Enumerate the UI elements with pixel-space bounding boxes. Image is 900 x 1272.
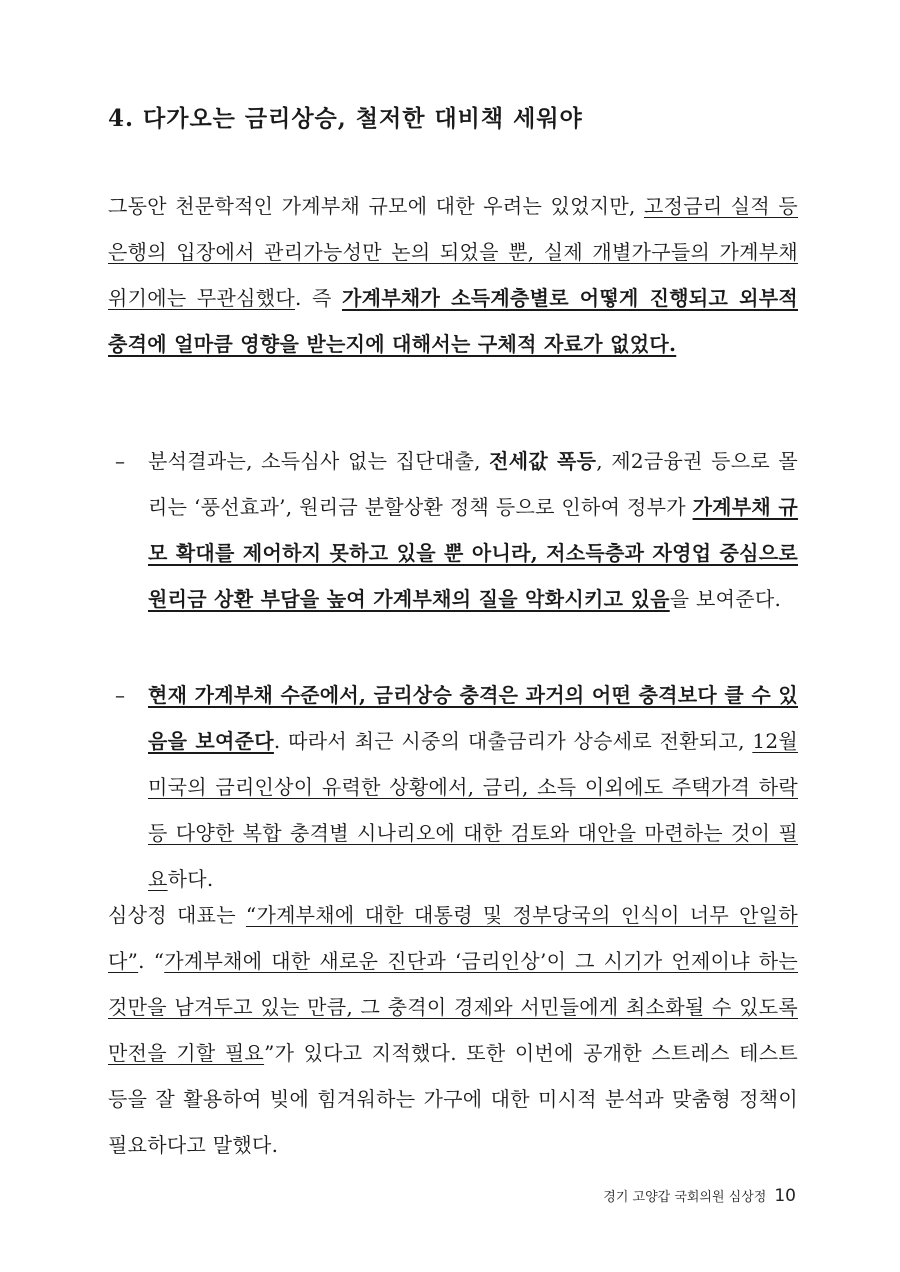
bullet-text: , 제2금융권 등으로 몰리는 ‘풍선효과’, 원리금 분할상환 정책 등으로 인하여 정부가 xyxy=(148,449,798,519)
page-number: 10 xyxy=(774,1186,796,1206)
statement-quote: “가계부채에 대한 대통령 및 정부당국의 인식이 너무 안일하다” xyxy=(108,903,798,973)
bullet-rate-shock xyxy=(115,672,798,902)
intro-paragraph xyxy=(108,183,798,367)
statement-quote: 가계부채에 대한 새로운 진단과 ‘금리인상’이 그 시기가 언제이냐 하는 것만을 남겨두고 있는 만큼, 그 충격이 경제와 서민들에게 최소화될 수 있도록 만전을 기할 필요 xyxy=(108,949,799,1065)
page-footer xyxy=(560,1186,796,1206)
intro-underlined-text: 고정금리 실적 등 은행의 입장에서 관리가능성만 논의 되었을 뿐, 실제 개별가구들의 가계부채 위기에는 무관심했다 xyxy=(108,194,799,310)
statement-text: 심상정 대표는 xyxy=(108,903,246,927)
bullet-bold-text: 전세값 폭등 xyxy=(489,449,597,473)
bullet-text: 하다. xyxy=(167,867,214,891)
statement-text: ”가 있다고 지적했다. 또한 이번에 공개한 스트레스 테스트 등을 잘 활용하여 빚에 힘겨워하는 가구에 대한 미시적 분석과 맞춤형 정책이 필요하다고 말했다. xyxy=(108,1041,799,1157)
bullet-underlined-text: 12월 미국의 금리인상이 유력한 상황에서, 금리, 소득 이외에도 주택가격 하락 등 다양한 복합 충격별 시나리오에 대한 검토와 대안을 마련하는 것이 필요 xyxy=(148,729,799,891)
footer-label: 경기 고양갑 국회의원 심상정 xyxy=(603,1190,767,1205)
intro-text: 그동안 천문학적인 가계부채 규모에 대한 우려는 있었지만, xyxy=(108,194,644,218)
statement-paragraph xyxy=(108,892,798,1168)
intro-emphasis: 가계부채가 소득계층별로 어떻게 진행되고 외부적 충격에 얼마큼 영향을 받는지에 대해서는 구체적 자료가 없었다. xyxy=(108,286,798,356)
bullet-text: . 따라서 최근 시중의 대출금리가 상승세로 전환되고, xyxy=(273,729,753,753)
bullet-text: 분석결과는, 소득심사 없는 집단대출, xyxy=(148,449,490,473)
bullet-text: 을 보여준다. xyxy=(669,587,782,611)
bullet-dash: – xyxy=(115,449,126,473)
intro-text: . 즉 xyxy=(294,286,343,310)
bullet-dash: – xyxy=(115,683,126,707)
statement-text: . “ xyxy=(138,949,165,973)
section-heading: 4. 다가오는 금리상승, 철저한 대비책 세워야 xyxy=(108,105,583,132)
bullet-analysis-results xyxy=(115,438,798,622)
bullet-emphasis: 현재 가계부채 수준에서, 금리상승 충격은 과거의 어떤 충격보다 클 수 있음을 보여준다 xyxy=(148,683,798,753)
bullet-emphasis: 가계부채 규모 확대를 제어하지 못하고 있을 뿐 아니라, 저소득층과 자영업 중심으로 원리금 상환 부담을 높여 가계부채의 질을 악화시키고 있음 xyxy=(148,495,798,611)
